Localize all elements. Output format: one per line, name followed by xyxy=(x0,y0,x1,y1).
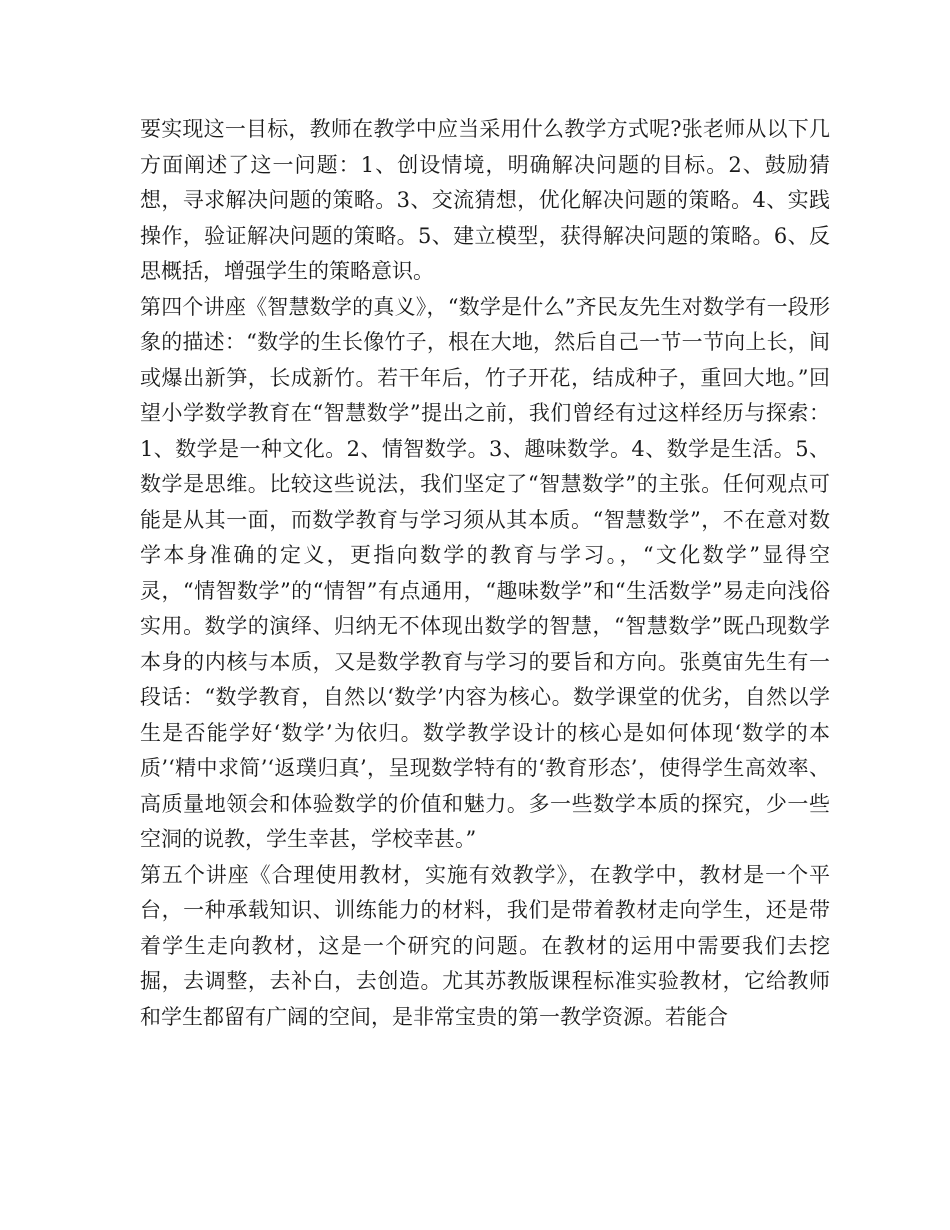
paragraph-lecture-five: 第五个讲座《合理使用教材，实施有效教学》，在教学中，教材是一个平台，一种承载知识、训练能力的材料，我们是带着教材走向学生，还是带着学生走向教材，这是一个研究的问题。在教材的运用中需要我们去挖掘，去调整，去补白，去创造。尤其苏教版课程标准实验教材，它给教师和学生都留有广阔的空间，是非常宝贵的第一教学资源。若能合 xyxy=(140,862,830,1029)
paragraph-lecture-four: 第四个讲座《智慧数学的真义》，“数学是什么”齐民友先生对数学有一段形象的描述：“数学的生长像竹子，根在大地，然后自己一节一节向上长，间或爆出新笋，长成新竹。若干年后，竹子开花，结成种子，重回大地。”回望小学数学教育在“智慧数学”提出之前，我们曾经有过这样经历与探索：1、数学是一种文化。2、情智数学。3、趣味数学。4、数学是生活。5、数学是思维。比较这些说法，我们坚定了“智慧数学”的主张。任何观点可能是从其一面，而数学教育与学习须从其本质。“智慧数学”，不在意对数学本身准确的定义，更指向数学的教育与学习。，“文化数学”显得空灵，“情智数学”的“情智”有点通用，“趣味数学”和“生活数学”易走向浅俗实用。数学的演绎、归纳无不体现出数学的智慧，“智慧数学”既凸现数学本身的内核与本质，又是数学教育与学习的要旨和方向。张奠宙先生有一段话：“数学教育，自然以‘数学’内容为核心。数学课堂的优劣，自然以学生是否能学好‘数学’为依归。数学教学设计的核心是如何体现‘数学的本质’‘精中求简’‘返璞归真’，呈现数学特有的‘教育形态’，使得学生高效率、高质量地领会和体验数学的价值和魅力。多一些数学本质的探究，少一些空洞的说教，学生幸甚，学校幸甚。” xyxy=(140,294,830,851)
paragraph-teaching-methods: 要实现这一目标，教师在教学中应当采用什么教学方式呢?张老师从以下几方面阐述了这一问题：1、创设情境，明确解决问题的目标。2、鼓励猜想，寻求解决问题的策略。3、交流猜想，优化解决问题的策略。4、实践操作，验证解决问题的策略。5、建立模型，获得解决问题的策略。6、反思概括，增强学生的策略意识。 xyxy=(140,117,830,283)
document-page xyxy=(140,112,830,1035)
